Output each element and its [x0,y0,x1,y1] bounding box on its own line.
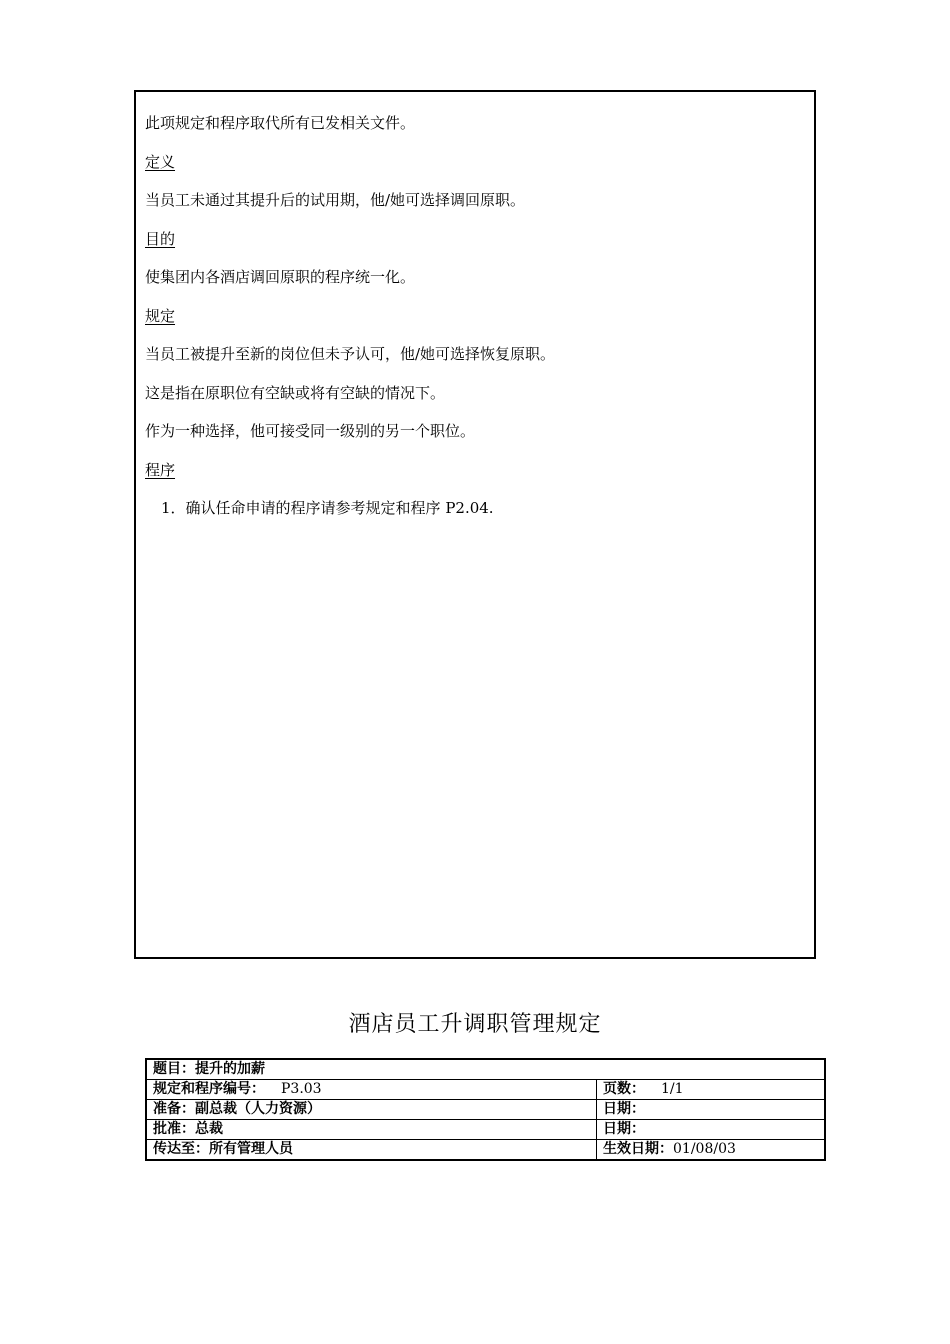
code-value: P3.03 [281,1081,322,1097]
subject-text: 题目：提升的加薪 [153,1061,265,1077]
content-box [134,90,816,959]
table-row [146,1059,825,1080]
distribute-text: 传达至：所有管理人员 [153,1141,293,1157]
table-row [146,1120,825,1140]
effective-value: 01/08/03 [673,1141,736,1157]
rule-item: 这是指在原职位有空缺或将有空缺的情况下。 [145,383,446,402]
pages-label: 页数： [603,1081,645,1097]
intro-text: 此项规定和程序取代所有已发相关文件。 [145,114,416,132]
effective-label: 生效日期： [603,1141,673,1157]
prepared-date-cell [597,1100,826,1120]
code-cell [146,1080,597,1100]
procedure-heading: 程序 [145,460,176,479]
rule-item: 作为一种选择，他可接受同一级别的另一个职位。 [145,422,476,440]
definition-heading: 定义 [145,152,176,171]
prepared-date-label: 日期： [603,1101,645,1117]
code-label: 规定和程序编号： [153,1081,265,1097]
prepared-text: 准备：副总裁（人力资源） [153,1101,321,1117]
document-info-table [145,1058,826,1161]
definition-text: 当员工未通过其提升后的试用期，他/她可选择调回原职。 [145,191,526,209]
purpose-heading: 目的 [145,229,176,248]
effective-date-cell [597,1140,826,1161]
subject-cell [146,1059,825,1080]
rule-item: 当员工被提升至新的岗位但未予认可，他/她可选择恢复原职。 [145,345,556,363]
approved-text: 批准：总裁 [153,1121,223,1137]
table-row [146,1140,825,1161]
prepared-cell [146,1100,597,1120]
procedure-item: 1．确认任命申请的程序请参考规定和程序 P2.04. [161,499,494,517]
approved-cell [146,1120,597,1140]
pages-value: 1/1 [661,1081,684,1097]
distribute-cell [146,1140,597,1161]
pages-cell [597,1080,826,1100]
approved-date-label: 日期： [603,1121,645,1137]
table-row [146,1100,825,1120]
content-body [145,113,805,537]
table-row [146,1080,825,1100]
rules-heading: 规定 [145,306,176,325]
approved-date-cell [597,1120,826,1140]
purpose-text: 使集团内各酒店调回原职的程序统一化。 [145,268,416,286]
document-title: 酒店员工升调职管理规定 [348,1012,602,1037]
